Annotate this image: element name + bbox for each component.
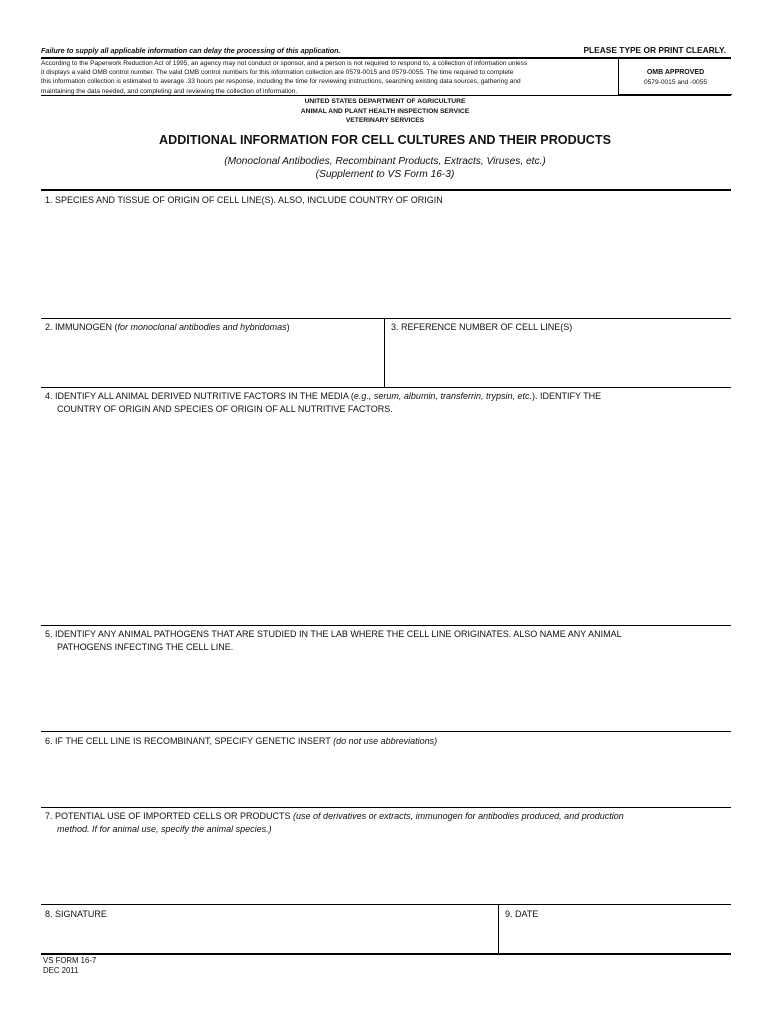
date-label: 9. DATE — [505, 909, 539, 919]
bottom-rule — [41, 953, 731, 955]
immunogen-label-text: 2. IMMUNOGEN ( — [45, 322, 118, 332]
species-tissue-origin-field[interactable] — [42, 208, 730, 318]
animal-pathogens-label — [45, 628, 622, 653]
potential-use-label-line-1 — [45, 810, 624, 823]
agency-line: VETERINARY SERVICES — [345, 117, 425, 125]
potential-use-label-italic: (use of derivatives or extracts, immunogen for antibodies produced, and production — [293, 811, 624, 821]
form-title: ADDITIONAL INFORMATION FOR CELL CULTURES AND THEIR PRODUCTS — [159, 133, 611, 147]
potential-use-label-line-2-italic: method. If for animal use, specify the animal species.) — [57, 823, 272, 834]
form-date: DEC 2011 — [43, 965, 79, 975]
signature-field[interactable] — [42, 922, 496, 952]
animal-pathogens-label-line-2: PATHOGENS INFECTING THE CELL LINE. — [57, 641, 234, 652]
agency-line: ANIMAL AND PLANT HEALTH INSPECTION SERVICE — [300, 107, 470, 115]
date-field[interactable] — [501, 922, 730, 952]
pra-line: this information collection is estimated to average .33 hours per response, including the time for reviewing instructions, searching existing data sources, gathering and — [41, 78, 521, 86]
potential-use-label-text: 7. POTENTIAL USE OF IMPORTED CELLS OR PRODUCTS — [45, 811, 294, 821]
immunogen-label-italic: for monoclonal antibodies and hybridomas — [117, 322, 287, 332]
omb-title: OMB APPROVED — [646, 69, 705, 76]
agency-block — [0, 97, 770, 126]
genetic-insert-label — [45, 735, 437, 748]
form-subtitle — [0, 155, 770, 181]
potential-use-label — [45, 810, 624, 835]
pra-line: According to the Paperwork Reduction Act of 1995, an agency may not conduct or sponsor, and a person is not required to respond to, a collection of information unless — [41, 60, 528, 67]
field-8-9-divider — [498, 904, 499, 954]
field-2-3-divider — [384, 318, 385, 387]
potential-use-field[interactable] — [42, 838, 730, 902]
print-notice: PLEASE TYPE OR PRINT CLEARLY. — [583, 45, 726, 55]
genetic-insert-label-text: 6. IF THE CELL LINE IS RECOMBINANT, SPECIFY GENETIC INSERT — [45, 736, 334, 746]
immunogen-label-end: ) — [286, 322, 290, 332]
field-1-top-rule — [41, 189, 731, 191]
subtitle-line-2: (Supplement to VS Form 16-3) — [315, 169, 455, 180]
nutritive-factors-label-line-1 — [45, 390, 601, 403]
form-footer — [43, 956, 96, 975]
omb-approval-box — [618, 59, 732, 95]
field-2-top-rule — [41, 318, 731, 319]
immunogen-field[interactable] — [42, 335, 382, 385]
potential-use-label-line-2 — [45, 823, 624, 836]
field-4-top-rule — [41, 387, 731, 388]
field-5-top-rule — [41, 625, 731, 626]
field-7-top-rule — [41, 807, 731, 808]
species-tissue-origin-label: 1. SPECIES AND TISSUE OF ORIGIN OF CELL LINE(S). ALSO, INCLUDE COUNTRY OF ORIGIN — [45, 195, 443, 205]
reference-number-label: 3. REFERENCE NUMBER OF CELL LINE(S) — [391, 322, 573, 332]
genetic-insert-field[interactable] — [42, 749, 730, 805]
omb-numbers: 0579-0015 and -0055 — [643, 79, 708, 86]
signature-label: 8. SIGNATURE — [45, 909, 107, 919]
nutritive-factors-label-text: 4. IDENTIFY ALL ANIMAL DERIVED NUTRITIVE FACTORS IN THE MEDIA ( — [45, 391, 354, 401]
animal-pathogens-field[interactable] — [42, 656, 730, 729]
nutritive-factors-label — [45, 390, 601, 415]
field-8-top-rule — [41, 904, 731, 905]
immunogen-label — [45, 321, 290, 334]
processing-warning: Failure to supply all applicable information can delay the processing of this application. — [41, 46, 341, 55]
pra-line: maintaining the data needed, and completing and reviewing the collection of information. — [41, 87, 298, 95]
genetic-insert-label-italic: (do not use abbreviations) — [333, 736, 438, 746]
agency-line: UNITED STATES DEPARTMENT OF AGRICULTURE — [304, 98, 466, 105]
nutritive-factors-label-italic: e.g., serum, albumin, transferrin, trypsin, etc. — [353, 391, 532, 401]
nutritive-factors-field[interactable] — [42, 418, 730, 623]
field-6-top-rule — [41, 731, 731, 732]
subtitle-line-1: (Monoclonal Antibodies, Recombinant Products, Extracts, Viruses, etc.) — [224, 156, 546, 167]
animal-pathogens-label-line-1: 5. IDENTIFY ANY ANIMAL PATHOGENS THAT ARE STUDIED IN THE LAB WHERE THE CELL LINE ORIGINATES. ALSO NAME ANY ANIMAL — [45, 629, 622, 639]
form-number: VS FORM 16-7 — [43, 956, 97, 965]
reference-number-field[interactable] — [387, 335, 730, 385]
paperwork-reduction-notice — [41, 59, 607, 96]
nutritive-factors-label-end: ). IDENTIFY THE — [531, 391, 602, 401]
agency-rule — [41, 95, 731, 96]
nutritive-factors-label-line-2: COUNTRY OF ORIGIN AND SPECIES OF ORIGIN OF ALL NUTRITIVE FACTORS. — [57, 403, 393, 414]
pra-line: it displays a valid OMB control number. The valid OMB control numbers for this information collection are 0579-0015 and 0579-0055. The time required to complete — [41, 69, 514, 77]
